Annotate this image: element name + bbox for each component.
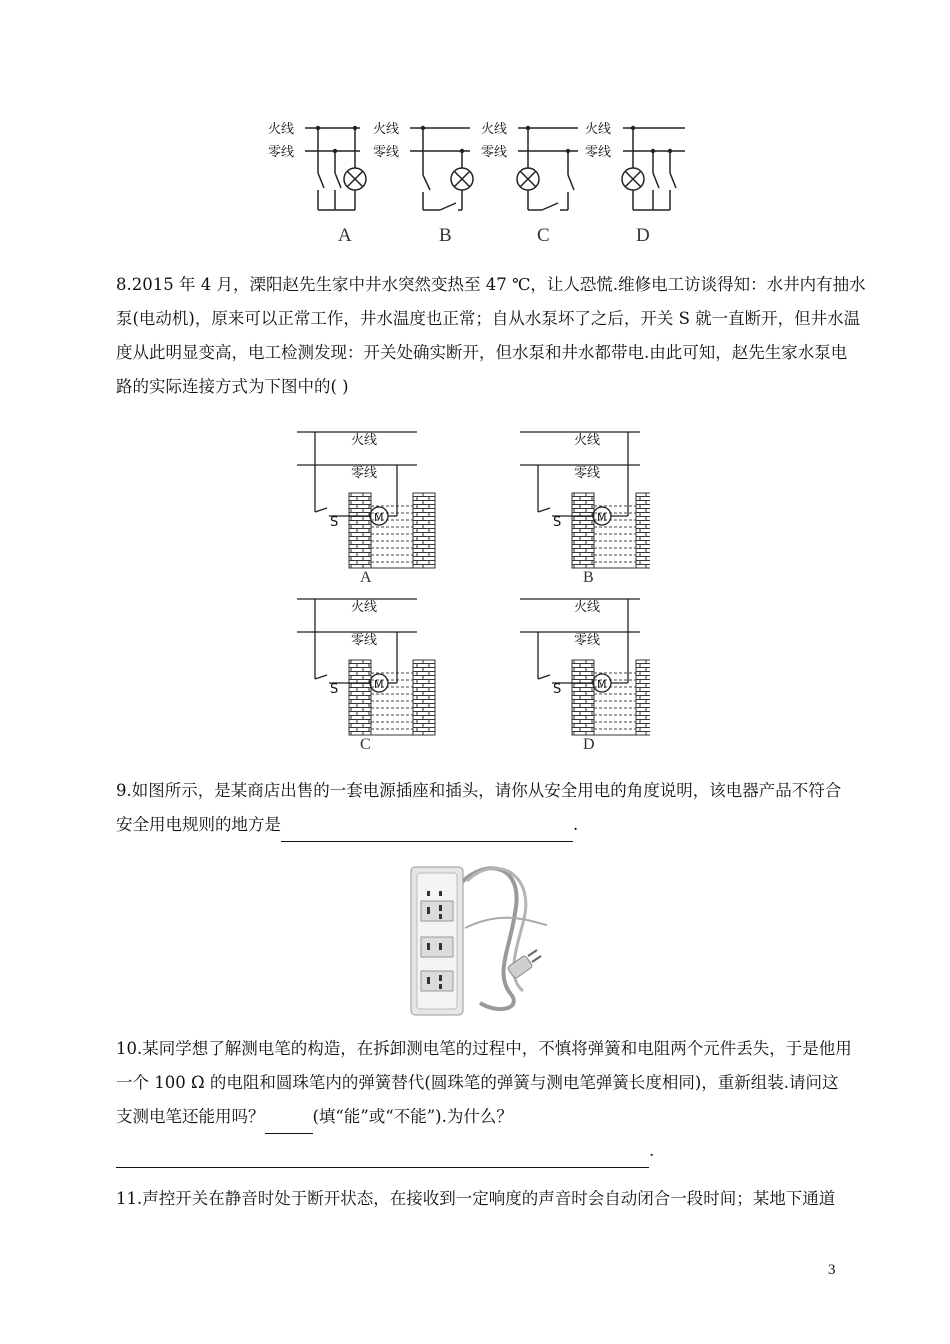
pump-a-motor-label: M bbox=[374, 511, 384, 524]
pump-c-fire-label: 火线 bbox=[351, 600, 378, 615]
q10-line-3 bbox=[116, 1100, 838, 1134]
pump-a-fire-label: 火线 bbox=[351, 433, 378, 448]
pump-d-fire-label: 火线 bbox=[574, 600, 601, 615]
page-number: 3 bbox=[828, 1262, 836, 1278]
q10-line-3-suffix: (填“能”或“不能”).为什么？ bbox=[312, 1107, 513, 1126]
q9-line-2 bbox=[116, 808, 838, 842]
pump-d-motor-label: M bbox=[597, 678, 607, 691]
fig7-fire-label-d: 火线 bbox=[585, 122, 612, 137]
fig7-option-a: A bbox=[338, 225, 352, 246]
fig7-fire-label-c: 火线 bbox=[481, 122, 508, 137]
q8-line-2: 泵(电动机)，原来可以正常工作，井水温度也正常；自从水泵坏了之后，开关 S 就一直断开，但井水温 bbox=[116, 309, 861, 328]
pump-option-d-label: D bbox=[583, 736, 595, 753]
q8-line-4: 路的实际连接方式为下图中的( ) bbox=[116, 377, 349, 396]
fig7-option-d: D bbox=[636, 225, 650, 246]
q10-line-1: 10.某同学想了解测电笔的构造，在拆卸测电笔的过程中，不慎将弹簧和电阻两个元件丢失，于是他用 bbox=[116, 1039, 852, 1058]
fig7-fire-label-b: 火线 bbox=[373, 122, 400, 137]
pump-option-d bbox=[520, 599, 650, 753]
fig7-fire-label-a: 火线 bbox=[268, 122, 295, 137]
pump-b-motor-label: M bbox=[597, 511, 607, 524]
q10-line-3-prefix: 支测电笔还能用吗？ bbox=[116, 1107, 265, 1126]
question-10 bbox=[116, 1032, 852, 1168]
q7-circuit-figure bbox=[260, 110, 700, 250]
pump-c-zero-label: 零线 bbox=[351, 633, 378, 648]
q10-line-4 bbox=[116, 1134, 838, 1168]
pump-c-switch-label: S bbox=[330, 682, 339, 697]
pump-option-a-label: A bbox=[360, 569, 372, 586]
q9-line-2-prefix: 安全用电规则的地方是 bbox=[116, 815, 281, 834]
pump-b-switch-label: S bbox=[553, 515, 562, 530]
fig7-zero-label-d: 零线 bbox=[585, 145, 612, 160]
fig7-zero-label-b: 零线 bbox=[373, 145, 400, 160]
fig7-option-b: B bbox=[439, 225, 452, 246]
fig7-option-c: C bbox=[537, 225, 550, 246]
q10-line-2: 一个 100 Ω 的电阻和圆珠笔内的弹簧替代(圆珠笔的弹簧与测电笔弹簧长度相同)，重新组装.请问这 bbox=[116, 1073, 839, 1092]
pump-d-switch-label: S bbox=[553, 682, 562, 697]
q8-line-1: 8.2015 年 4 月，溧阳赵先生家中井水突然变热至 47 ℃，让人恐慌.维修电工访谈得知：水井内有抽水 bbox=[116, 275, 866, 294]
pump-d-zero-label: 零线 bbox=[574, 633, 601, 648]
q10-can-use-blank[interactable] bbox=[265, 1113, 313, 1134]
pump-option-b bbox=[520, 432, 650, 586]
power-strip-image bbox=[405, 853, 550, 1018]
pump-b-zero-label: 零线 bbox=[574, 466, 601, 481]
pump-option-b-label: B bbox=[583, 569, 594, 586]
q9-line-1: 9.如图所示，是某商店出售的一套电源插座和插头，请你从安全用电的角度说明，该电器产品不符合 bbox=[116, 781, 842, 800]
pump-a-zero-label: 零线 bbox=[351, 466, 378, 481]
pump-c-motor-label: M bbox=[374, 678, 384, 691]
pump-option-c-label: C bbox=[360, 736, 371, 753]
fig7-zero-label-c: 零线 bbox=[481, 145, 508, 160]
q9-answer-blank[interactable] bbox=[281, 821, 573, 842]
pump-a-switch-label: S bbox=[330, 515, 339, 530]
q10-line-4-suffix: . bbox=[649, 1141, 655, 1160]
pump-option-a bbox=[297, 432, 435, 586]
q8-line-3: 度从此明显变高，电工检测发现：开关处确实断开，但水泵和井水都带电.由此可知，赵先生家水泵电 bbox=[116, 343, 848, 362]
question-8 bbox=[116, 268, 866, 404]
q8-pump-figure bbox=[290, 420, 650, 755]
pump-option-c bbox=[297, 599, 435, 753]
pump-b-fire-label: 火线 bbox=[574, 433, 601, 448]
question-11 bbox=[116, 1182, 838, 1216]
q10-reason-blank[interactable] bbox=[116, 1147, 649, 1168]
q9-line-2-suffix: . bbox=[573, 815, 579, 834]
question-9 bbox=[116, 774, 842, 842]
fig7-zero-label-a: 零线 bbox=[268, 145, 295, 160]
q11-line-1: 11.声控开关在静音时处于断开状态，在接收到一定响度的声音时会自动闭合一段时间；某地下通道 bbox=[116, 1189, 836, 1208]
